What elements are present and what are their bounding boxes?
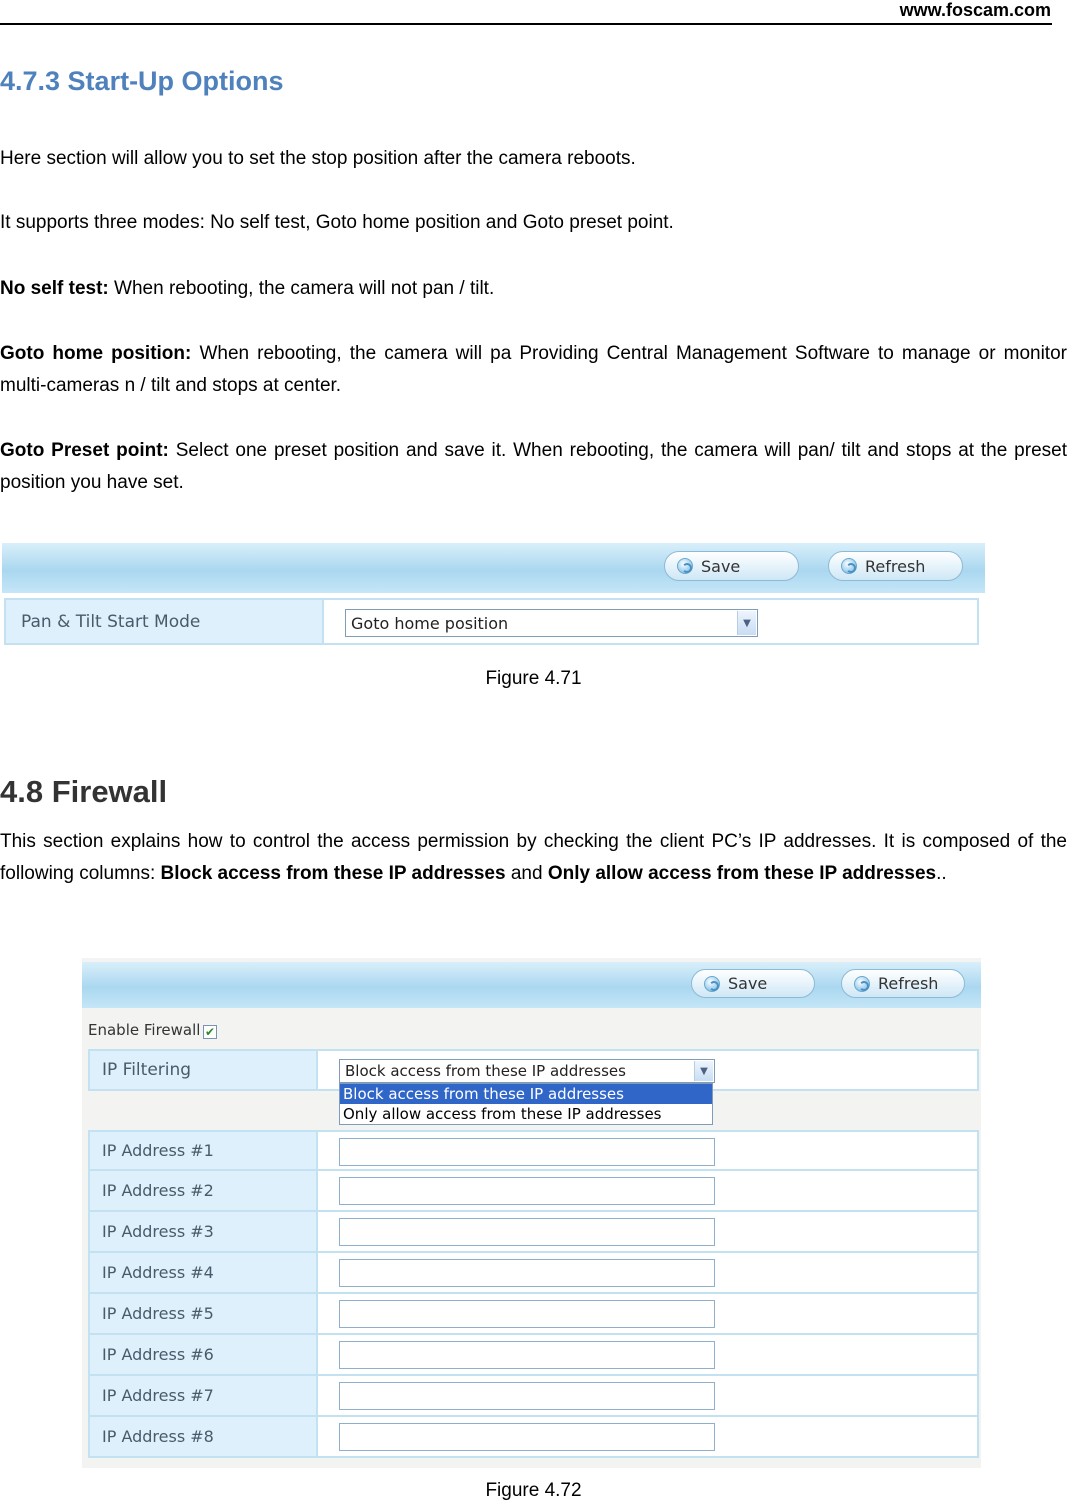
ip-address-label: IP Address #6 [90, 1335, 318, 1374]
ip-filtering-option-allow[interactable]: Only allow access from these IP addresses [343, 1105, 662, 1123]
goto-home-paragraph [0, 338, 1067, 402]
ip-filtering-select-value: Block access from these IP addresses [345, 1062, 626, 1080]
firewall-body-3: .. [936, 863, 947, 884]
refresh-icon [854, 976, 870, 992]
header-divider [0, 23, 1052, 25]
ip-address-label: IP Address #1 [90, 1132, 318, 1169]
section-title-startup: 4.7.3 Start-Up Options [0, 66, 284, 96]
enable-firewall-checkbox[interactable] [203, 1025, 217, 1039]
no-self-test-desc: When rebooting, the camera will not pan / tilt. [108, 278, 495, 299]
startup-intro: Here section will allow you to set the stop position after the camera reboots. [0, 148, 636, 169]
ip-address-label: IP Address #2 [90, 1171, 318, 1210]
firewall-body-2: and [505, 863, 548, 884]
chevron-down-icon[interactable]: ▼ [694, 1061, 713, 1081]
pan-tilt-select-value: Goto home position [351, 613, 509, 633]
figure-471-caption: Figure 4.71 [485, 668, 582, 689]
goto-preset-desc: Select one preset position and save it. When rebooting, the camera will pan/ tilt and stops at the preset position you have set. [0, 440, 1067, 493]
ip-address-input[interactable] [339, 1423, 715, 1451]
ip-address-row [88, 1212, 979, 1253]
figure-471-toolbar [2, 543, 985, 593]
goto-home-desc: When rebooting, the camera will pa Providing Central Management Software to manage or monitor multi-cameras n / tilt and stops at center. [0, 343, 1067, 396]
ip-address-row [88, 1130, 979, 1171]
save-icon [677, 558, 693, 574]
ip-address-row [88, 1335, 979, 1376]
firewall-refresh-button[interactable] [841, 969, 965, 998]
refresh-icon [841, 558, 857, 574]
firewall-bold-1: Block access from these IP addresses [160, 863, 506, 884]
figure-472-toolbar [82, 962, 981, 1008]
ip-address-input[interactable] [339, 1300, 715, 1328]
firewall-bold-2: Only allow access from these IP addresses [547, 863, 937, 884]
ip-address-input[interactable] [339, 1138, 715, 1166]
figure-472 [82, 958, 981, 1468]
startup-modes: It supports three modes: No self test, Goto home position and Goto preset point. [0, 212, 674, 233]
chevron-down-icon[interactable]: ▼ [737, 611, 756, 635]
ip-address-input[interactable] [339, 1218, 715, 1246]
ip-address-label: IP Address #7 [90, 1376, 318, 1415]
ip-address-label: IP Address #3 [90, 1212, 318, 1251]
ip-filtering-option-block[interactable]: Block access from these IP addresses [340, 1084, 712, 1104]
save-icon [704, 976, 720, 992]
ip-address-input[interactable] [339, 1259, 715, 1287]
figure-472-caption: Figure 4.72 [485, 1480, 582, 1501]
ip-address-label: IP Address #4 [90, 1253, 318, 1292]
ip-address-row [88, 1294, 979, 1335]
figure-471 [2, 543, 985, 650]
save-button[interactable] [664, 551, 799, 581]
firewall-paragraph [0, 826, 1067, 890]
ip-address-row [88, 1417, 979, 1458]
section-title-firewall: 4.8 Firewall [0, 774, 168, 809]
goto-preset-term: Goto Preset point: [0, 440, 169, 461]
firewall-save-button[interactable] [691, 969, 815, 998]
no-self-test-paragraph [0, 273, 1067, 305]
enable-firewall-label: Enable Firewall [88, 1021, 201, 1039]
firewall-body-1: This section explains how to control the access permission by checking the client PC’s IP addresses. It is composed of the following columns: [0, 831, 1067, 884]
ip-address-row [88, 1253, 979, 1294]
refresh-button[interactable] [828, 551, 963, 581]
ip-address-input[interactable] [339, 1177, 715, 1205]
goto-home-term: Goto home position: [0, 343, 192, 364]
checkmark-icon: ✔ [204, 1025, 216, 1039]
refresh-button-label: Refresh [865, 556, 926, 576]
ip-address-label: IP Address #5 [90, 1294, 318, 1333]
pan-tilt-label: Pan & Tilt Start Mode [6, 600, 324, 643]
no-self-test-term: No self test: [0, 278, 109, 299]
ip-filtering-dropdown [339, 1083, 713, 1125]
firewall-refresh-label: Refresh [878, 974, 939, 993]
firewall-save-label: Save [728, 974, 768, 993]
save-button-label: Save [701, 556, 741, 576]
site-url: www.foscam.com [899, 0, 1051, 20]
ip-address-row [88, 1171, 979, 1212]
ip-address-label: IP Address #8 [90, 1417, 318, 1456]
ip-filtering-label: IP Filtering [90, 1051, 318, 1089]
ip-address-input[interactable] [339, 1341, 715, 1369]
goto-preset-paragraph [0, 435, 1067, 499]
ip-address-table [88, 1130, 979, 1462]
pan-tilt-select[interactable] [345, 609, 758, 637]
ip-address-row [88, 1376, 979, 1417]
pan-tilt-row [4, 598, 979, 645]
ip-address-input[interactable] [339, 1382, 715, 1410]
ip-filtering-select[interactable] [339, 1059, 715, 1083]
